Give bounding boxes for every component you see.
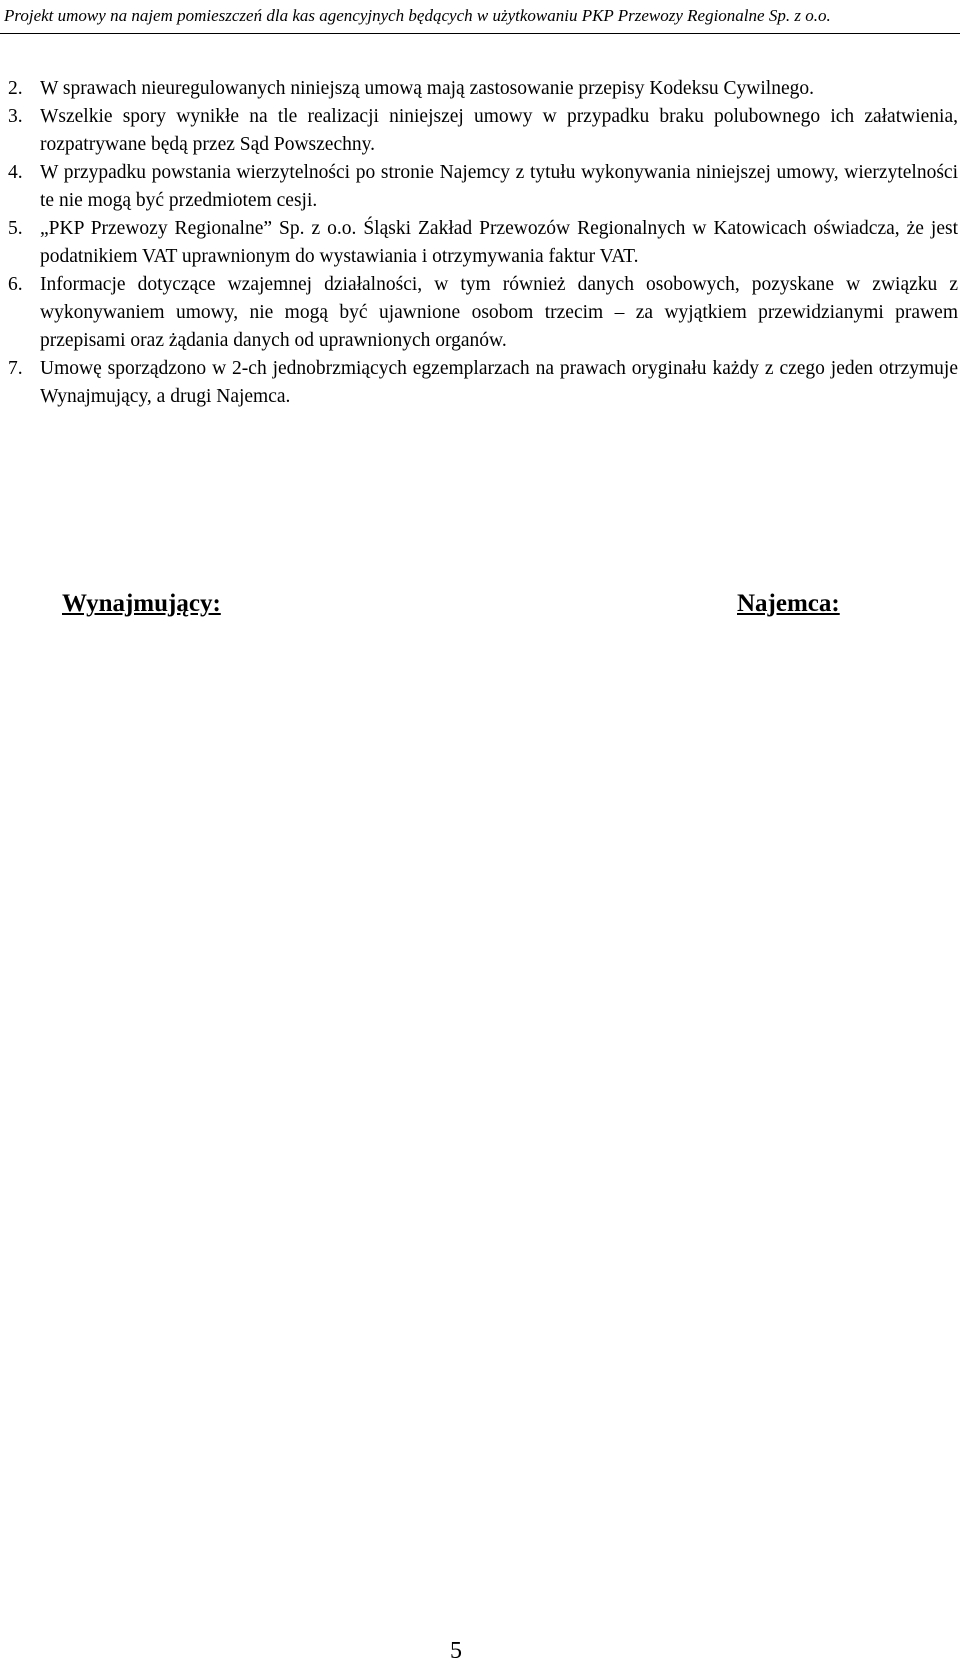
clause-number: 4. — [8, 162, 23, 183]
contract-clauses — [8, 75, 958, 411]
clause-text: Umowę sporządzono w 2-ch jednobrzmiących egzemplarzach na prawach oryginału każdy z czego jeden otrzymuje Wynajmujący, a drugi Najemca. — [40, 358, 958, 407]
header-divider — [0, 33, 960, 34]
clause-text: Wszelkie spory wynikłe na tle realizacji niniejszej umowy w przypadku braku polubownego ich załatwienia, rozpatrywane będą przez Sąd Powszechny. — [40, 106, 958, 155]
clause-7 — [8, 355, 958, 411]
clause-number: 2. — [8, 78, 23, 99]
page-header — [0, 0, 960, 36]
clause-5 — [8, 215, 958, 271]
header-title: Projekt umowy na najem pomieszczeń dla kas agencyjnych będących w użytkowaniu PKP Przewozy Regionalne Sp. z o.o. — [4, 6, 831, 25]
page-number: 5 — [450, 1638, 462, 1664]
signature-block — [0, 590, 960, 630]
clause-text: W sprawach nieuregulowanych niniejszą umową mają zastosowanie przepisy Kodeksu Cywilnego. — [40, 78, 815, 99]
clause-text: Informacje dotyczące wzajemnej działalności, w tym również danych osobowych, pozyskane w związku z wykonywaniem umowy, nie mogą być ujawnione osobom trzecim – za wyjątkiem przewidzianymi prawem przepisami oraz żądania danych od uprawnionych organów. — [40, 274, 958, 351]
tenant-signature-label: Najemca: — [737, 590, 840, 617]
clause-4 — [8, 159, 958, 215]
clause-3 — [8, 103, 958, 159]
clause-6 — [8, 271, 958, 355]
clause-text: „PKP Przewozy Regionalne” Sp. z o.o. Śląski Zakład Przewozów Regionalnych w Katowicach oświadcza, że jest podatnikiem VAT uprawnionym do wystawiania i otrzymywania faktur VAT. — [40, 218, 958, 267]
clause-number: 5. — [8, 218, 23, 239]
landlord-signature-label: Wynajmujący: — [62, 590, 221, 617]
clause-2 — [8, 75, 958, 103]
clause-text: W przypadku powstania wierzytelności po stronie Najemcy z tytułu wykonywania niniejszej umowy, wierzytelności te nie mogą być przedmiotem cesji. — [40, 162, 958, 211]
clause-number: 7. — [8, 358, 23, 379]
clause-number: 6. — [8, 274, 23, 295]
clause-number: 3. — [8, 106, 23, 127]
